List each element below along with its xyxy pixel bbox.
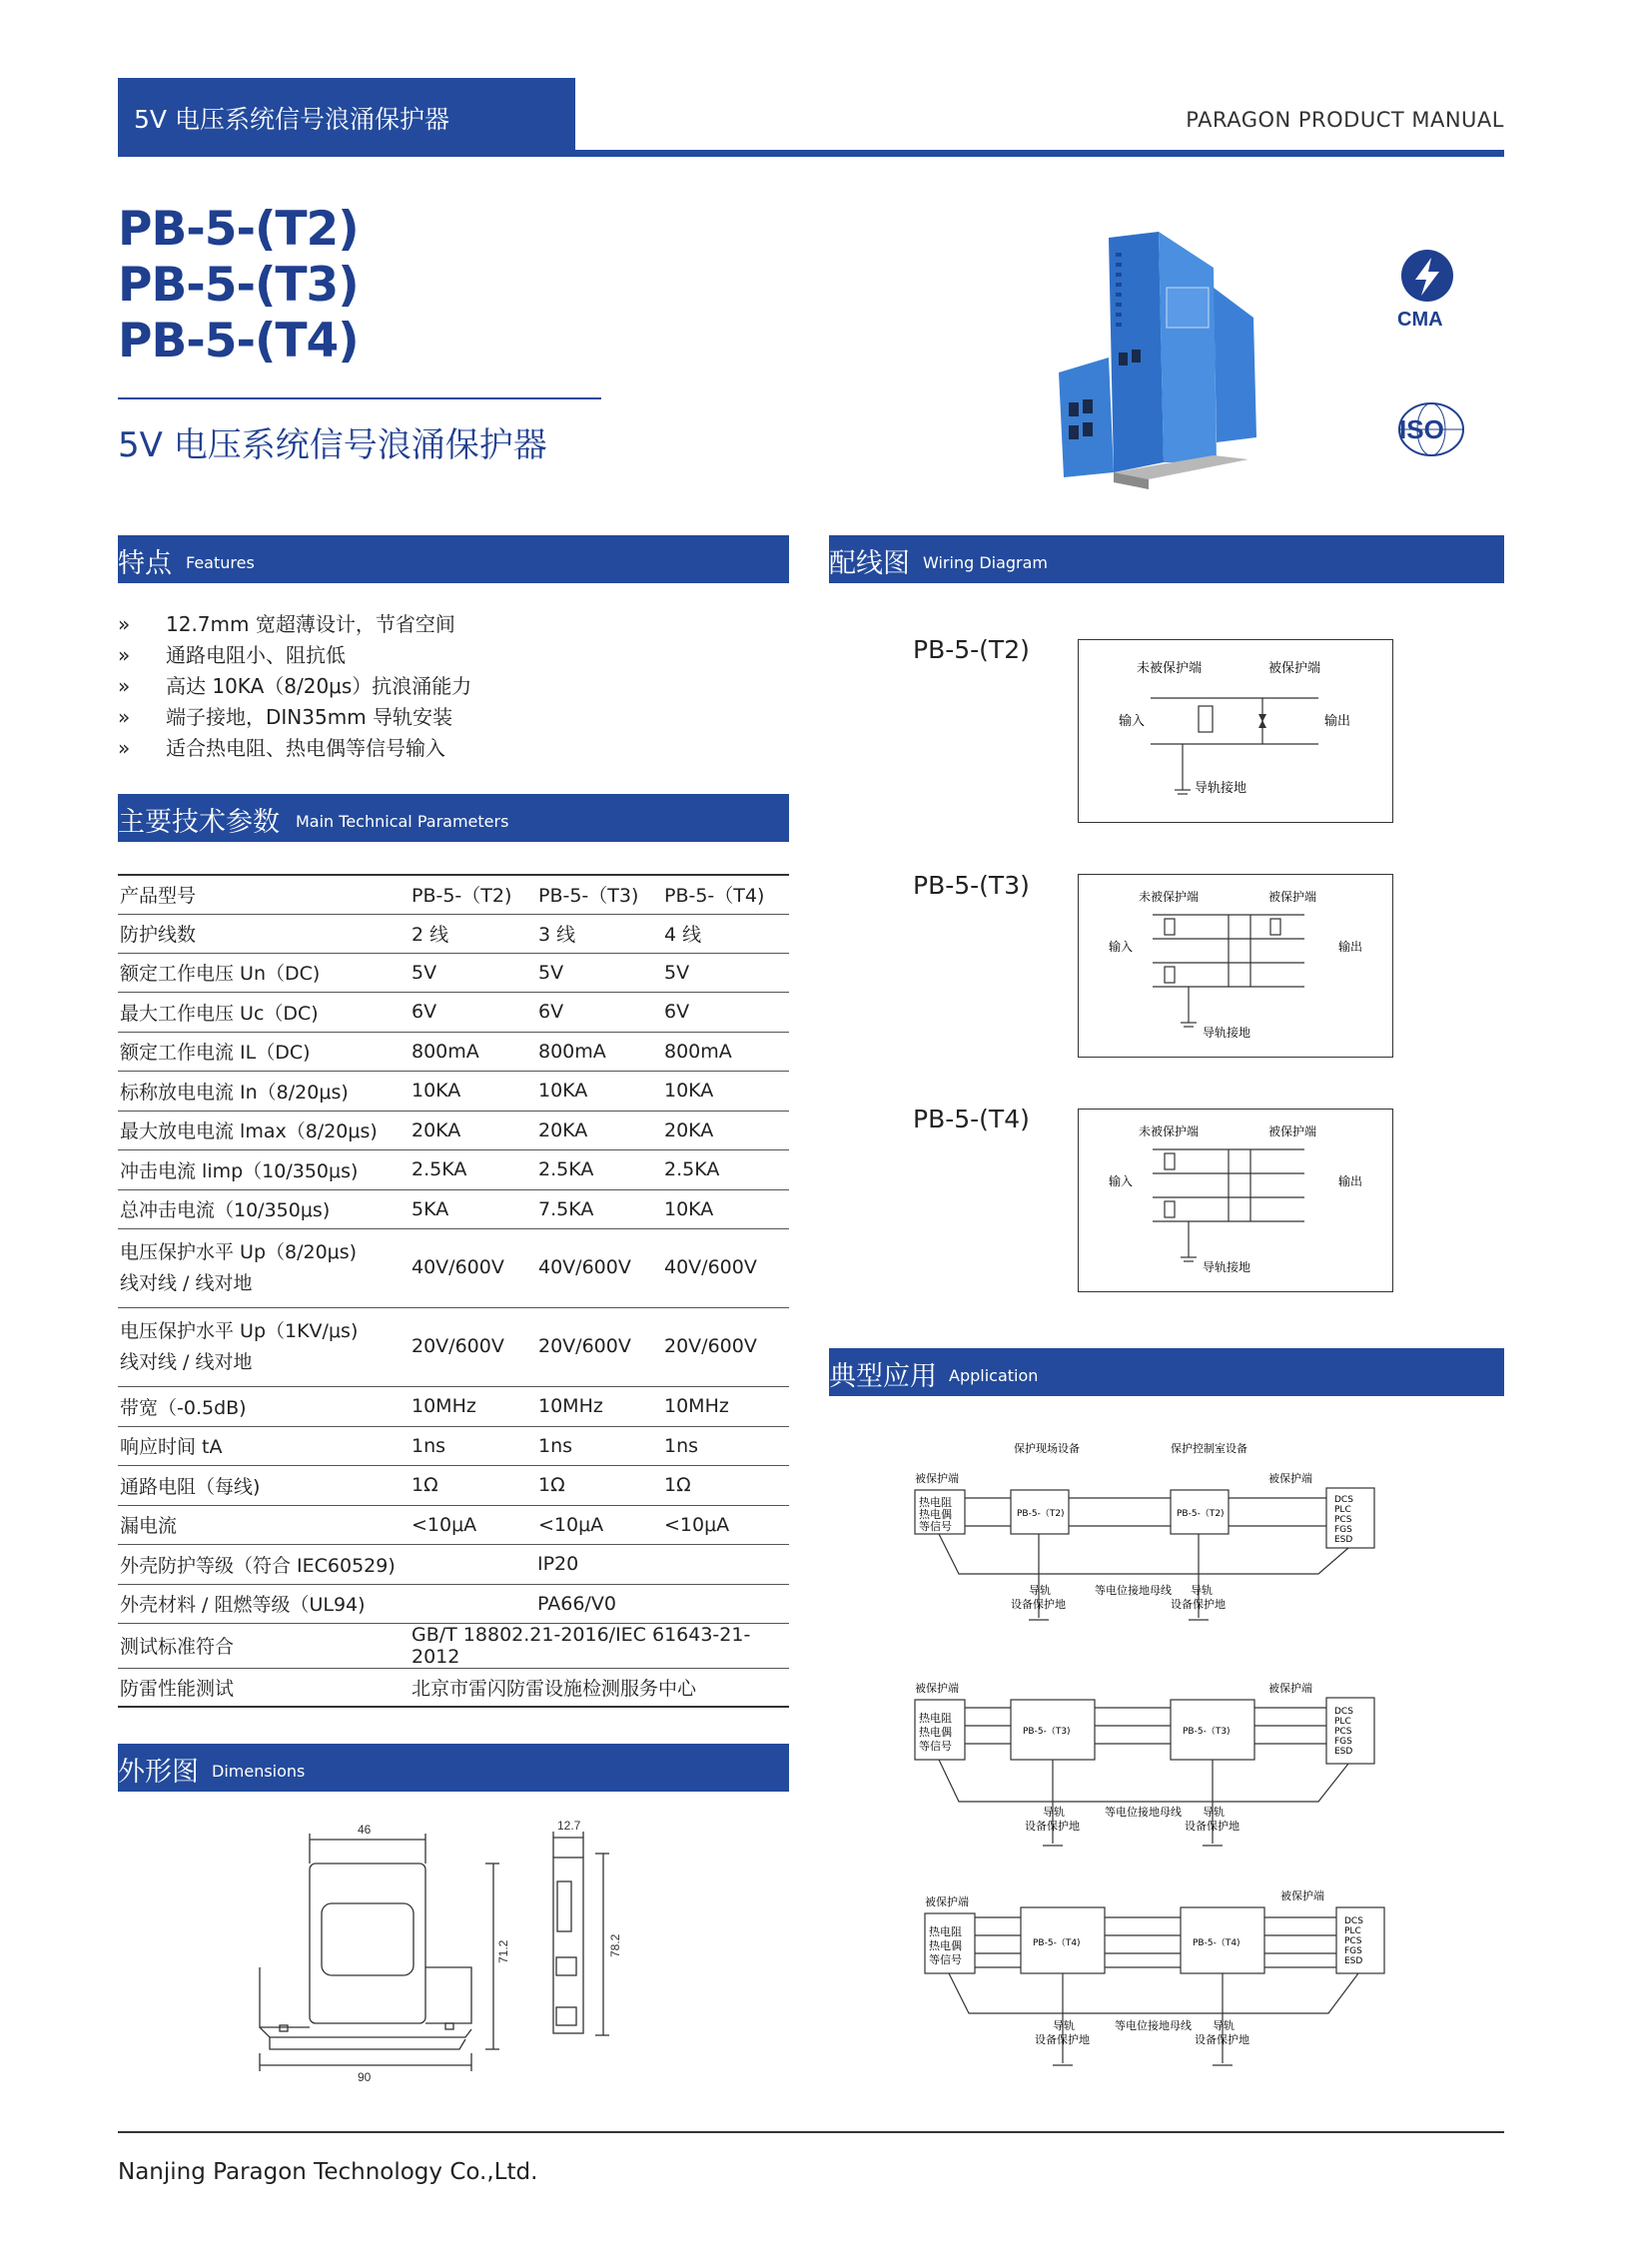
params-table — [118, 876, 789, 1708]
cell: 20V/600V — [536, 1307, 662, 1386]
table-row — [118, 914, 789, 953]
label-control-device: 保护控制室设备 — [1171, 1442, 1247, 1455]
cell: 20KA — [662, 1111, 789, 1149]
side-view-drawing — [539, 1818, 639, 2057]
wiring-t4-circuit — [1079, 1110, 1392, 1291]
label-sensor-2: 热电偶 — [929, 1939, 962, 1952]
system-label: ESD — [1344, 1956, 1363, 1966]
table-row — [118, 1307, 789, 1386]
table-row — [118, 1149, 789, 1189]
label-ground: 导轨接地 — [1195, 781, 1247, 796]
wiring-title: 配线图 — [829, 548, 910, 579]
label-rail: 导轨 — [1029, 1584, 1051, 1597]
row-label: 漏电流 — [118, 1505, 410, 1544]
table-row — [118, 1386, 789, 1426]
table-row — [118, 953, 789, 992]
device-label: PB-5-（T4) — [1033, 1938, 1081, 1948]
footer-rule — [118, 2131, 1504, 2133]
label-unprotected: 未被保护端 — [1139, 890, 1200, 904]
label-protected: 被保护端 — [1268, 890, 1317, 904]
table-row — [118, 1426, 789, 1465]
row-label: 通路电阻（每线) — [118, 1465, 410, 1505]
iso-logo — [1393, 399, 1473, 459]
application-title-en: Application — [949, 1366, 1039, 1385]
label-equip-ground: 设备保护地 — [1195, 2033, 1249, 2046]
table-header-cell: PB-5-（T3) — [536, 876, 662, 914]
params-header — [118, 794, 789, 842]
device-label: PB-5-（T2) — [1177, 1509, 1225, 1519]
wiring-t2-diagram — [1078, 639, 1393, 823]
model-list — [118, 202, 359, 370]
label-protected-left: 被保护端 — [915, 1472, 959, 1485]
table-row — [118, 1465, 789, 1505]
system-label: FGS — [1334, 1737, 1352, 1747]
bullet-icon: » — [118, 612, 131, 636]
row-label-line: 电压保护水平 Up（1KV/μs) — [120, 1319, 359, 1342]
table-header-row — [118, 876, 789, 914]
cell: 1ns — [410, 1426, 536, 1465]
dim-height-label: 71.2 — [496, 1939, 510, 1963]
cell: 10MHz — [410, 1386, 536, 1426]
cell: 10KA — [662, 1189, 789, 1228]
table-row — [118, 1584, 789, 1623]
label-equip-ground: 设备保护地 — [1171, 1598, 1226, 1611]
table-row — [118, 1071, 789, 1111]
cell: 2.5KA — [662, 1149, 789, 1189]
cell: 5KA — [410, 1189, 536, 1228]
cell: <10μA — [536, 1505, 662, 1544]
cell: <10μA — [410, 1505, 536, 1544]
device-label: PB-5-（T2) — [1017, 1509, 1065, 1519]
system-label: FGS — [1334, 1525, 1352, 1535]
device-label: PB-5-（T4) — [1193, 1938, 1240, 1948]
cell: 800mA — [662, 1032, 789, 1071]
dimensions-title: 外形图 — [118, 1757, 199, 1788]
application-t3-diagram — [899, 1648, 1428, 1868]
wiring-t4-diagram — [1078, 1109, 1393, 1292]
manual-label: PARAGON PRODUCT MANUAL — [1186, 108, 1504, 132]
label-rail: 导轨 — [1191, 1584, 1213, 1597]
bullet-icon: » — [118, 643, 131, 667]
cma-logo — [1393, 248, 1473, 338]
label-sensor-1: 热电阻 — [919, 1496, 952, 1509]
application-header — [829, 1348, 1504, 1396]
label-field-device: 保护现场设备 — [1014, 1442, 1080, 1455]
cell: <10μA — [662, 1505, 789, 1544]
model-name: PB-5-(T3) — [118, 258, 359, 313]
label-equip-ground: 设备保护地 — [1025, 1820, 1080, 1833]
wiring-t2-circuit — [1079, 640, 1392, 822]
label-bus: 等电位接地母线 — [1115, 2019, 1192, 2032]
table-header-cell: PB-5-（T4) — [662, 876, 789, 914]
label-ground: 导轨接地 — [1203, 1260, 1251, 1274]
table-row — [118, 1111, 789, 1149]
cell: 10KA — [662, 1071, 789, 1111]
system-label: DCS — [1334, 1495, 1353, 1505]
label-rail: 导轨 — [1053, 2019, 1075, 2032]
label-ground: 导轨接地 — [1203, 1026, 1251, 1040]
list-item — [118, 609, 471, 640]
feature-list — [118, 609, 471, 764]
list-item — [118, 640, 471, 671]
cma-text: CMA — [1397, 309, 1443, 331]
row-label: 冲击电流 limp（10/350μs) — [118, 1149, 410, 1189]
cell: 2.5KA — [536, 1149, 662, 1189]
row-label: 防雷性能测试 — [118, 1668, 410, 1707]
dim-side-height-label: 78.2 — [608, 1933, 622, 1957]
label-input: 输入 — [1119, 714, 1146, 729]
cell: PA66/V0 — [410, 1584, 789, 1623]
list-item — [118, 702, 471, 733]
cell: 1Ω — [662, 1465, 789, 1505]
label-protected-right: 被保护端 — [1268, 1472, 1312, 1485]
title-rule — [118, 397, 601, 399]
label-rail: 导轨 — [1213, 2019, 1235, 2032]
row-label: 外壳材料 / 阻燃等级（UL94) — [118, 1584, 410, 1623]
list-item — [118, 733, 471, 764]
feature-text: 适合热电阻、热电偶等信号输入 — [166, 736, 445, 760]
cell: 1ns — [536, 1426, 662, 1465]
row-label: 外壳防护等级（符合 IEC60529) — [118, 1544, 410, 1584]
label-equip-ground: 设备保护地 — [1185, 1820, 1239, 1833]
application-t4-diagram — [899, 1864, 1428, 2093]
label-unprotected: 未被保护端 — [1137, 661, 1203, 676]
params-title: 主要技术参数 — [118, 807, 280, 838]
iso-text: ISO — [1399, 414, 1444, 444]
cell: 2 线 — [410, 914, 536, 953]
wiring-header — [829, 535, 1504, 583]
wiring-title-en: Wiring Diagram — [923, 553, 1049, 572]
table-row — [118, 1623, 789, 1668]
system-label: ESD — [1334, 1747, 1353, 1757]
cell: 6V — [536, 992, 662, 1032]
label-sensor-3: 等信号 — [919, 1520, 952, 1533]
model-name: PB-5-(T4) — [118, 314, 359, 369]
table-row — [118, 992, 789, 1032]
cell: 40V/600V — [536, 1228, 662, 1307]
row-label: 标称放电电流 In（8/20μs) — [118, 1071, 410, 1111]
cell: 40V/600V — [662, 1228, 789, 1307]
dim-width-label: 46 — [358, 1823, 372, 1837]
label-sensor-1: 热电阻 — [929, 1925, 962, 1938]
row-label: 响应时间 tA — [118, 1426, 410, 1465]
system-label: PCS — [1334, 1727, 1352, 1737]
label-protected: 被保护端 — [1268, 661, 1321, 676]
header-rule — [118, 150, 1504, 157]
application-t2-diagram — [899, 1438, 1428, 1658]
bullet-icon: » — [118, 705, 131, 729]
label-output: 输出 — [1324, 714, 1351, 729]
system-label: PLC — [1344, 1926, 1361, 1936]
row-label-line: 线对线 / 线对地 — [120, 1350, 253, 1373]
cell: 800mA — [410, 1032, 536, 1071]
cell: 6V — [662, 992, 789, 1032]
device-label: PB-5-（T3) — [1023, 1727, 1071, 1737]
row-label: 防护线数 — [118, 914, 410, 953]
cell: 4 线 — [662, 914, 789, 953]
params-title-en: Main Technical Parameters — [296, 812, 509, 831]
cell: 40V/600V — [410, 1228, 536, 1307]
system-label: PLC — [1334, 1717, 1351, 1727]
cell: 北京市雷闪防雷设施检测服务中心 — [410, 1668, 789, 1707]
label-protected-right: 被保护端 — [1268, 1682, 1312, 1695]
row-label: 测试标准符合 — [118, 1623, 410, 1668]
label-sensor-3: 等信号 — [919, 1740, 952, 1753]
label-equip-ground: 设备保护地 — [1035, 2033, 1090, 2046]
system-label: PLC — [1334, 1505, 1351, 1515]
row-label: 额定工作电压 Un（DC) — [118, 953, 410, 992]
system-label: PCS — [1344, 1936, 1362, 1946]
application-title: 典型应用 — [829, 1361, 937, 1392]
cell: 10KA — [410, 1071, 536, 1111]
wiring-t2-title: PB-5-(T2) — [913, 635, 1030, 664]
cell: 10MHz — [662, 1386, 789, 1426]
row-label — [118, 1228, 410, 1307]
cell: IP20 — [410, 1544, 789, 1584]
label-sensor-2: 热电偶 — [919, 1508, 952, 1521]
system-label: DCS — [1334, 1707, 1353, 1717]
table-row — [118, 1544, 789, 1584]
label-output: 输出 — [1338, 1174, 1363, 1188]
row-label: 最大放电电流 lmax（8/20μs) — [118, 1111, 410, 1149]
cell: 1Ω — [410, 1465, 536, 1505]
header-tab — [118, 78, 575, 152]
bullet-icon: » — [118, 736, 131, 760]
label-unprotected: 未被保护端 — [1139, 1124, 1200, 1138]
row-label-line: 电压保护水平 Up（8/20μs) — [120, 1240, 358, 1263]
label-bus: 等电位接地母线 — [1105, 1806, 1182, 1819]
feature-text: 高达 10KA（8/20μs）抗浪涌能力 — [166, 674, 472, 698]
feature-text: 12.7mm 宽超薄设计，节省空间 — [166, 612, 455, 636]
system-label: ESD — [1334, 1535, 1353, 1545]
system-label: DCS — [1344, 1916, 1363, 1926]
label-equip-ground: 设备保护地 — [1011, 1598, 1066, 1611]
list-item — [118, 671, 471, 702]
label-sensor-2: 热电偶 — [919, 1726, 952, 1739]
cell: 20KA — [536, 1111, 662, 1149]
row-label: 最大工作电压 Uc（DC) — [118, 992, 410, 1032]
cell: 1ns — [662, 1426, 789, 1465]
label-input: 输入 — [1109, 1174, 1134, 1188]
label-bus: 等电位接地母线 — [1095, 1584, 1172, 1597]
table-header-cell: PB-5-（T2) — [410, 876, 536, 914]
cell: 7.5KA — [536, 1189, 662, 1228]
product-subtitle: 5V 电压系统信号浪涌保护器 — [118, 425, 547, 465]
features-title: 特点 — [118, 548, 172, 579]
system-label: PCS — [1334, 1515, 1352, 1525]
label-input: 输入 — [1109, 940, 1134, 954]
row-label: 带宽（-0.5dB) — [118, 1386, 410, 1426]
table-row — [118, 1668, 789, 1707]
header-section-title: 5V 电压系统信号浪涌保护器 — [134, 105, 449, 134]
label-sensor-3: 等信号 — [929, 1953, 962, 1966]
feature-text: 通路电阻小、阻抗低 — [166, 643, 346, 667]
label-output: 输出 — [1338, 940, 1363, 954]
bullet-icon: » — [118, 674, 131, 698]
wiring-t4-title: PB-5-(T4) — [913, 1105, 1030, 1133]
cell: 800mA — [536, 1032, 662, 1071]
label-rail: 导轨 — [1043, 1806, 1065, 1819]
features-title-en: Features — [186, 553, 255, 572]
wiring-t3-diagram — [1078, 874, 1393, 1058]
cell: 5V — [410, 953, 536, 992]
cell: 20KA — [410, 1111, 536, 1149]
cell: 5V — [662, 953, 789, 992]
table-row — [118, 1032, 789, 1071]
cell: 5V — [536, 953, 662, 992]
model-name: PB-5-(T2) — [118, 202, 359, 257]
dimensions-title-en: Dimensions — [212, 1762, 306, 1781]
label-sensor-1: 热电阻 — [919, 1712, 952, 1725]
wiring-t3-circuit — [1079, 875, 1392, 1057]
label-protected-left: 被保护端 — [915, 1682, 959, 1695]
cell: 20V/600V — [410, 1307, 536, 1386]
cell: 6V — [410, 992, 536, 1032]
wiring-t3-title: PB-5-(T3) — [913, 871, 1030, 900]
dimensions-header — [118, 1744, 789, 1792]
table-row — [118, 1228, 789, 1307]
cell: 20V/600V — [662, 1307, 789, 1386]
row-label — [118, 1307, 410, 1386]
label-protected: 被保护端 — [1268, 1124, 1317, 1138]
dim-total-width-label: 90 — [358, 2070, 372, 2084]
features-header — [118, 535, 789, 583]
device-label: PB-5-（T3) — [1183, 1727, 1231, 1737]
cell: GB/T 18802.21-2016/IEC 61643-21-2012 — [410, 1623, 789, 1668]
row-label-line: 线对线 / 线对地 — [120, 1271, 253, 1294]
product-image — [1039, 228, 1278, 497]
feature-text: 端子接地，DIN35mm 导轨安装 — [166, 705, 453, 729]
row-label: 总冲击电流（10/350μs) — [118, 1189, 410, 1228]
label-rail: 导轨 — [1203, 1806, 1225, 1819]
cell: 10MHz — [536, 1386, 662, 1426]
footer-company: Nanjing Paragon Technology Co.,Ltd. — [118, 2159, 538, 2185]
table-row — [118, 1505, 789, 1544]
table-header-cell: 产品型号 — [118, 876, 410, 914]
cell: 3 线 — [536, 914, 662, 953]
table-row — [118, 1189, 789, 1228]
label-protected-left: 被保护端 — [925, 1895, 969, 1908]
cell: 1Ω — [536, 1465, 662, 1505]
cell: 10KA — [536, 1071, 662, 1111]
row-label: 额定工作电流 IL（DC) — [118, 1032, 410, 1071]
cell: 2.5KA — [410, 1149, 536, 1189]
system-label: FGS — [1344, 1946, 1362, 1956]
dim-depth-label: 12.7 — [557, 1819, 581, 1833]
label-protected-right: 被保护端 — [1280, 1889, 1324, 1902]
